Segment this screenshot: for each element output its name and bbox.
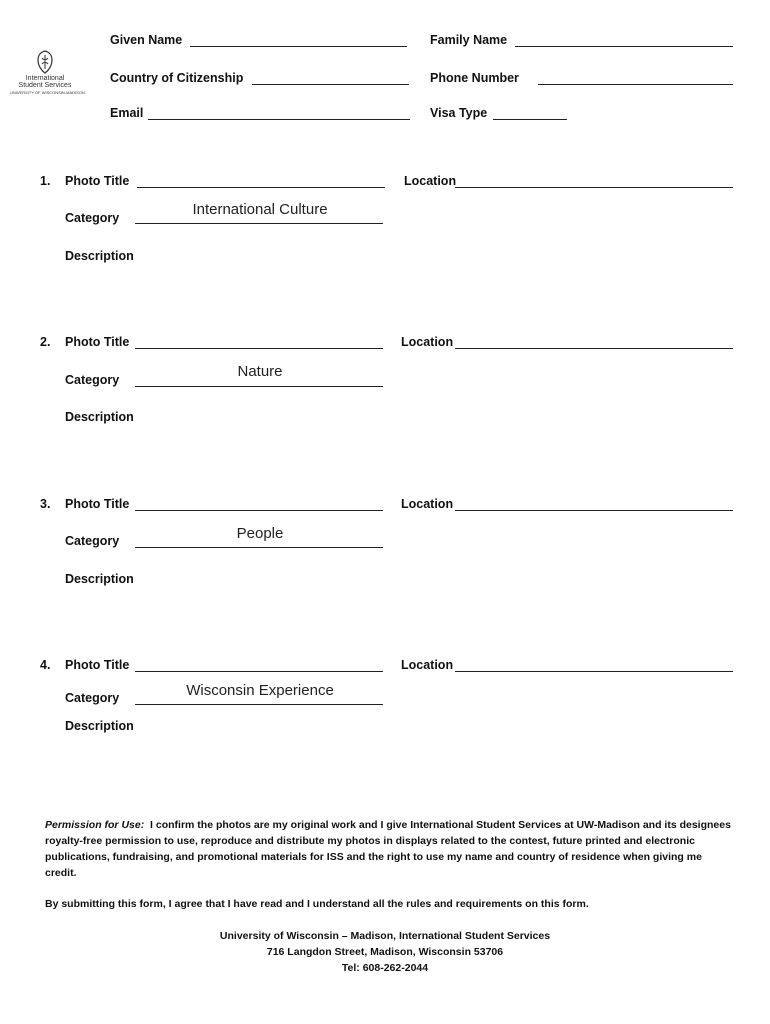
permission-paragraph (45, 817, 735, 881)
crest-icon (35, 50, 55, 74)
location-label: Location (401, 658, 454, 672)
photo-title-field[interactable] (135, 671, 383, 672)
photo-title-field[interactable] (137, 187, 385, 188)
footer-line-3: Tel: 608-262-2044 (341, 962, 429, 974)
description-label: Description (65, 572, 134, 586)
photo-title-label: Photo Title (65, 658, 130, 672)
location-field[interactable] (455, 348, 733, 349)
location-label: Location (404, 174, 457, 188)
logo-line-1: International (25, 75, 65, 82)
given-name-label: Given Name (110, 33, 183, 47)
location-label: Location (401, 497, 454, 511)
footer-line-2: 716 Langdon Street, Madison, Wisconsin 53706 (266, 946, 504, 958)
permission-label: Permission for Use: (45, 819, 145, 831)
category-field[interactable] (135, 223, 383, 224)
family-name-field[interactable] (515, 46, 733, 47)
category-label: Category (65, 373, 120, 387)
description-label: Description (65, 410, 134, 424)
category-value: Nature (237, 363, 283, 380)
category-field[interactable] (135, 386, 383, 387)
location-field[interactable] (455, 510, 733, 511)
category-value: People (236, 525, 284, 542)
category-field[interactable] (135, 547, 383, 548)
country-label: Country of Citizenship (110, 71, 244, 85)
category-value: Wisconsin Experience (186, 682, 334, 699)
category-label: Category (65, 211, 120, 225)
visa-type-label: Visa Type (430, 106, 488, 120)
entry-number: 4. (40, 658, 51, 672)
photo-title-field[interactable] (135, 348, 383, 349)
location-field[interactable] (455, 671, 733, 672)
description-label: Description (65, 249, 134, 263)
entry-number: 1. (40, 174, 51, 188)
category-field[interactable] (135, 704, 383, 705)
description-label: Description (65, 719, 134, 733)
logo-line-3: UNIVERSITY OF WISCONSIN-MADISON (10, 90, 85, 95)
location-field[interactable] (455, 187, 733, 188)
logo-line-2: Student Services (18, 82, 72, 89)
agreement-text: By submitting this form, I agree that I have read and I understand all the rules and requirements on this form. (45, 898, 589, 910)
photo-title-label: Photo Title (65, 497, 130, 511)
footer-line-1: University of Wisconsin – Madison, International Student Services (219, 930, 551, 942)
category-value: International Culture (192, 201, 328, 218)
phone-label: Phone Number (430, 71, 519, 85)
visa-type-field[interactable] (493, 119, 567, 120)
location-label: Location (401, 335, 454, 349)
photo-title-label: Photo Title (65, 335, 130, 349)
category-label: Category (65, 691, 120, 705)
email-field[interactable] (148, 119, 410, 120)
photo-title-label: Photo Title (65, 174, 130, 188)
country-field[interactable] (252, 84, 409, 85)
permission-text: I confirm the photos are my original work and I give International Student Services at UW-Madison and its designees royalty-free permission to use, reproduce and distribute my photos in displays related to the contest, future printed and electronic publications, fundraising, and promotional materials for ISS and the right to use my name and country of residence when giving me credit. (45, 819, 731, 879)
phone-field[interactable] (538, 84, 733, 85)
iss-logo (10, 50, 85, 96)
given-name-field[interactable] (190, 46, 407, 47)
entry-number: 3. (40, 497, 51, 511)
email-label: Email (110, 106, 144, 120)
family-name-label: Family Name (430, 33, 508, 47)
category-label: Category (65, 534, 120, 548)
entry-number: 2. (40, 335, 51, 349)
photo-title-field[interactable] (135, 510, 383, 511)
